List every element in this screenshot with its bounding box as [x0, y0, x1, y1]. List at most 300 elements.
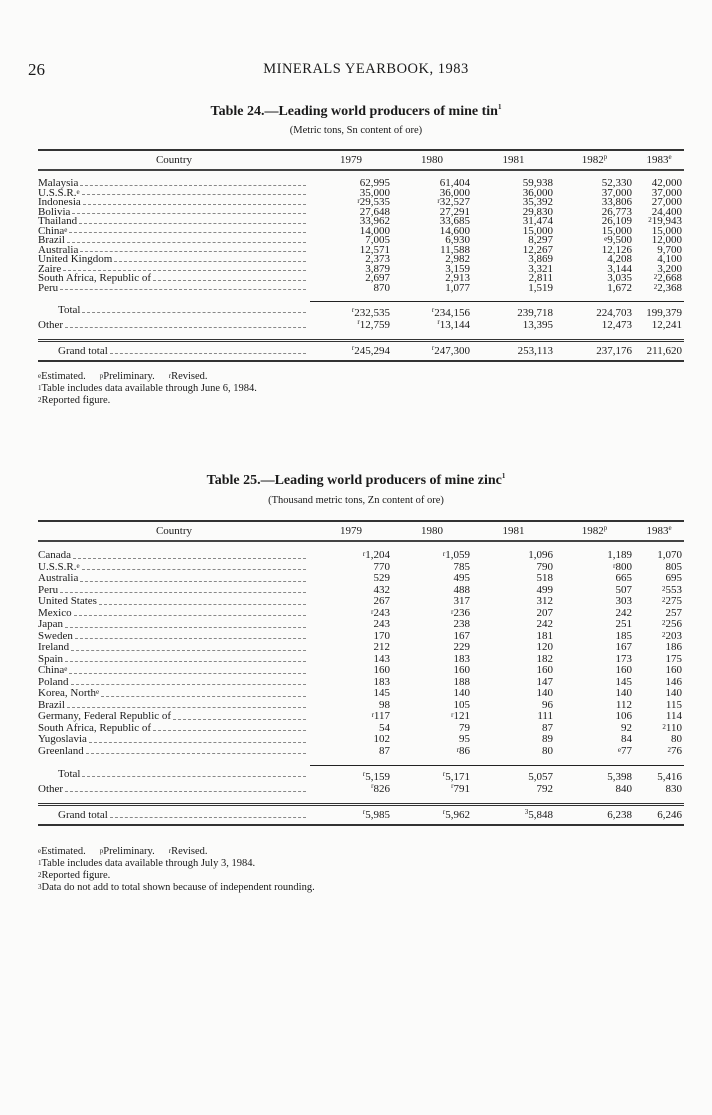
value: 29,535: [359, 196, 390, 208]
value-cell: [310, 783, 392, 795]
value: 1,077: [445, 281, 470, 294]
value: 15,000: [601, 224, 632, 237]
value: 2,368: [657, 281, 682, 294]
country-name: U.S.S.R.: [38, 560, 77, 573]
value: 36,000: [522, 186, 553, 199]
value: 42,000: [651, 177, 682, 189]
country-name: Spain: [38, 652, 64, 665]
table-row: [38, 723, 684, 735]
value: 1,672: [607, 281, 632, 294]
footnote-mark: r: [371, 711, 374, 719]
value: 4,208: [607, 253, 632, 265]
country-name: Mexico: [38, 606, 72, 619]
value: 26,109: [601, 215, 632, 227]
value: 267: [373, 595, 390, 607]
value: 120: [536, 641, 553, 653]
table-row: [38, 562, 684, 574]
country-name: Australia: [38, 572, 79, 584]
value: 140: [615, 687, 632, 699]
dot-leader: [80, 184, 306, 186]
value: 183: [373, 675, 390, 688]
table-row: [38, 284, 684, 294]
value-cell: [472, 805, 555, 825]
column-header: [555, 521, 634, 541]
value: 695: [665, 572, 682, 584]
country-name: Australia: [38, 243, 79, 256]
country-cell: [38, 341, 310, 361]
value: 15,000: [651, 224, 682, 237]
header-row: [38, 150, 684, 170]
footnote-mark: 1: [38, 859, 42, 867]
table-row: [38, 734, 684, 746]
country-name: Brazil: [38, 698, 65, 711]
value-cell: [392, 766, 472, 784]
value-cell: [634, 746, 684, 758]
column-label: 1979: [340, 154, 362, 166]
country-name: Total: [58, 304, 81, 317]
value: 188: [453, 675, 470, 688]
value-cell: [634, 766, 684, 784]
country-name: Ireland: [38, 641, 70, 653]
table24-subtitle: (Metric tons, Sn content of ore): [289, 125, 423, 136]
value: 785: [453, 560, 470, 573]
footnote-text: Revised.: [171, 846, 208, 857]
value: 247,300: [434, 344, 470, 357]
value: 826: [373, 783, 390, 795]
footnote-mark: e: [64, 225, 68, 234]
value-cell: [310, 766, 392, 784]
footnote: [38, 383, 257, 395]
value: 92: [621, 721, 632, 734]
value: 61,404: [439, 177, 470, 189]
country-cell: [38, 186, 310, 199]
table24-footnotes: [38, 371, 257, 407]
value: 488: [453, 583, 470, 596]
country-name: Korea, North: [38, 687, 97, 699]
value: 9,700: [657, 243, 682, 256]
country-cell: [38, 654, 310, 666]
dot-leader: [69, 231, 306, 233]
footnote-text: Estimated.: [41, 846, 86, 857]
footnote-mark: p: [603, 524, 608, 532]
country-name: Peru: [38, 583, 59, 596]
value: 830: [665, 783, 682, 795]
value-cell: [634, 341, 684, 361]
footnote-mark: 3: [524, 807, 529, 816]
value-cell: [555, 319, 634, 331]
value: 1,189: [607, 549, 632, 561]
footnote-mark: p: [99, 372, 104, 380]
value: 2,811: [528, 272, 553, 284]
footnote-text: Reported figure.: [41, 395, 111, 406]
value: 35,000: [359, 186, 390, 199]
value-cell: [392, 281, 472, 294]
column-header: [310, 521, 392, 541]
table-row: [38, 642, 684, 654]
value-cell: [472, 783, 555, 795]
footnote-mark: r: [451, 782, 454, 790]
footnote-mark: 2: [648, 216, 652, 224]
dot-leader: [110, 816, 306, 818]
value: 87: [379, 744, 390, 757]
country-name: U.S.S.R.: [38, 186, 77, 199]
column-header: [555, 150, 634, 170]
table-row: [38, 227, 684, 237]
country-cell: [38, 573, 310, 585]
value: 275: [665, 595, 682, 607]
footnote-mark: r: [431, 306, 435, 314]
value: 6,238: [607, 808, 632, 821]
country-cell: [38, 665, 310, 677]
dot-leader: [82, 775, 306, 777]
value: 242: [536, 618, 553, 630]
value: 117: [373, 710, 390, 722]
other-row: [38, 783, 684, 795]
column-header: [392, 150, 472, 170]
footnote-mark: 1: [38, 384, 42, 392]
country-name: United Kingdom: [38, 253, 113, 265]
value: 3,200: [657, 262, 682, 275]
value: 665: [615, 572, 632, 584]
value-cell: [555, 746, 634, 758]
country-cell: [38, 205, 310, 218]
value: 257: [665, 606, 682, 619]
value: 790: [536, 560, 553, 573]
value: 1,059: [445, 549, 470, 561]
value-cell: [392, 319, 472, 331]
value: 62,995: [359, 177, 390, 189]
value: 2,697: [365, 272, 390, 284]
footnote: [38, 858, 315, 870]
dot-leader: [73, 557, 306, 559]
country-cell: [38, 783, 310, 795]
dot-leader: [74, 614, 306, 616]
value: 13,144: [439, 319, 470, 331]
footnote-mark: e: [96, 688, 100, 696]
table-row: [38, 746, 684, 758]
value: 4,100: [657, 253, 682, 265]
value: 232,535: [354, 307, 390, 319]
column-header: [472, 521, 555, 541]
other-row: [38, 319, 684, 331]
value: 36,000: [439, 186, 470, 199]
value: 3,879: [365, 262, 390, 275]
dot-leader: [173, 718, 306, 720]
footnote-ref: 1: [501, 472, 506, 480]
value: 870: [373, 281, 390, 294]
footnote-mark: 2: [662, 619, 666, 627]
table25-title: [0, 473, 712, 489]
table-row: [38, 596, 684, 608]
footnote-mark: r: [442, 550, 446, 558]
table-row: [38, 608, 684, 620]
value-cell: [472, 319, 555, 331]
footnote-text: Estimated.: [41, 371, 86, 382]
footnote-mark: 2: [653, 273, 658, 281]
footnote-mark: r: [362, 807, 366, 816]
total-row: [38, 302, 684, 320]
country-name: Grand total: [58, 344, 108, 357]
value: 12,473: [601, 319, 632, 331]
footnote-mark: r: [371, 782, 374, 790]
country-cell: [38, 302, 310, 320]
value: 495: [453, 572, 470, 584]
value: 8,297: [528, 234, 553, 246]
footnote-mark: e: [76, 561, 80, 570]
footnote-mark: 2: [662, 722, 666, 731]
dot-leader: [82, 568, 306, 570]
value: 236: [453, 606, 470, 619]
country-cell: [38, 619, 310, 631]
value: 317: [453, 595, 470, 607]
value-cell: [472, 746, 555, 758]
value-cell: [310, 281, 392, 294]
table-row: [38, 585, 684, 597]
country-name: Other: [38, 319, 64, 331]
value: 33,962: [359, 215, 390, 227]
value-cell: [555, 783, 634, 795]
dot-leader: [89, 741, 306, 743]
footnote-mark: p: [603, 153, 608, 161]
value: 212: [373, 641, 390, 653]
country-name: Brazil: [38, 234, 65, 246]
table-row: [38, 619, 684, 631]
value: 145: [373, 687, 390, 699]
value: 1,204: [365, 549, 390, 561]
value: 115: [665, 698, 682, 711]
footnote-text: Table includes data available through June 6, 1984.: [41, 383, 257, 394]
table-row: [38, 246, 684, 256]
value: 27,291: [439, 205, 470, 218]
table25: [38, 520, 684, 826]
country-cell: [38, 224, 310, 237]
footnote-mark: e: [668, 524, 672, 532]
value: 35,392: [522, 196, 553, 208]
country-name: South Africa, Republic of: [38, 721, 152, 734]
value: 529: [373, 572, 390, 584]
value: 96: [542, 698, 553, 711]
value: 12,571: [359, 243, 390, 256]
value: 5,985: [365, 808, 390, 821]
value: 33,806: [601, 196, 632, 208]
value: 203: [665, 629, 682, 642]
table-row: [38, 255, 684, 265]
dot-leader: [114, 260, 306, 262]
dot-leader: [71, 649, 306, 651]
footnote-text: Revised.: [171, 371, 208, 382]
column-label: 1983: [646, 154, 669, 166]
value: 229: [453, 641, 470, 653]
country-name: Thailand: [38, 215, 78, 227]
value: 87: [542, 721, 553, 734]
dot-leader: [86, 752, 306, 754]
dot-leader: [101, 695, 306, 697]
dot-leader: [80, 580, 306, 582]
value: 54: [379, 721, 390, 734]
value: 121: [453, 710, 470, 722]
footnote-text: Table includes data available through July 3, 1984.: [41, 858, 256, 869]
column-header: [310, 150, 392, 170]
value: 507: [615, 583, 632, 596]
value: 312: [536, 595, 553, 607]
column-label: 1980: [421, 525, 443, 537]
value: 52,330: [601, 177, 632, 189]
footnote-mark: r: [451, 607, 454, 616]
value: 499: [536, 583, 553, 596]
value: 242: [615, 606, 632, 619]
footnote-mark: r: [168, 372, 172, 380]
country-name: Malaysia: [38, 177, 79, 189]
value: 432: [373, 583, 390, 596]
table24-title-text: Table 24.—Leading world producers of mine tin: [210, 104, 498, 119]
footnote-mark: 2: [662, 584, 666, 593]
value: 2,373: [365, 253, 390, 265]
dot-leader: [65, 326, 306, 328]
dot-leader: [110, 352, 306, 354]
value: 186: [665, 641, 682, 653]
value-cell: [634, 281, 684, 294]
country-cell: [38, 631, 310, 643]
value: 5,848: [528, 808, 553, 821]
value: 80: [671, 733, 682, 745]
value-cell: [392, 805, 472, 825]
value-cell: [472, 341, 555, 361]
country-cell: [38, 734, 310, 746]
dot-leader: [60, 591, 306, 593]
value: 791: [453, 783, 470, 795]
footnote-mark: 2: [38, 871, 42, 879]
value: 12,000: [651, 234, 682, 246]
value: 2,668: [657, 272, 682, 284]
dot-leader: [82, 193, 306, 195]
column-label: 1982: [581, 154, 604, 166]
footnote-text: Preliminary.: [103, 846, 155, 857]
country-name: Germany, Federal Republic of: [38, 710, 172, 722]
value: 303: [615, 595, 632, 607]
value: 245,294: [354, 344, 390, 357]
value: 253,113: [517, 344, 553, 357]
footnote-mark: r: [451, 711, 454, 719]
footnote-mark: 2: [662, 630, 666, 639]
value-cell: [392, 783, 472, 795]
value: 207: [536, 606, 553, 619]
value: 160: [373, 664, 390, 676]
table-row: [38, 274, 684, 284]
column-label: Country: [155, 525, 193, 537]
value: 770: [373, 560, 390, 573]
value: 27,648: [359, 205, 390, 218]
value-cell: [472, 281, 555, 294]
dot-leader: [60, 288, 306, 290]
value: 5,159: [365, 771, 390, 783]
dot-leader: [82, 311, 306, 313]
dot-leader: [99, 603, 306, 605]
value: 6,930: [445, 234, 470, 246]
value: 1,096: [528, 549, 553, 561]
value: 1,070: [657, 549, 682, 561]
value: 3,869: [528, 253, 553, 265]
value: 143: [373, 652, 390, 665]
country-cell: [38, 255, 310, 265]
footnote: [38, 395, 257, 407]
country-name: Total: [58, 768, 81, 781]
column-label: Country: [155, 154, 193, 166]
value: 98: [379, 698, 390, 711]
value: 110: [665, 721, 682, 734]
grand-total-row: [38, 341, 684, 361]
value-cell: [472, 302, 555, 320]
value: 167: [453, 629, 470, 642]
country-cell: [38, 198, 310, 208]
country-cell: [38, 805, 310, 825]
running-head: MINERALS YEARBOOK, 1983: [263, 61, 469, 77]
value-cell: [392, 746, 472, 758]
country-name: Bolivia: [38, 205, 71, 218]
footnote-mark: 2: [662, 596, 666, 604]
value: 106: [615, 710, 632, 722]
value: 160: [536, 664, 553, 676]
value-cell: [310, 746, 392, 758]
footnote-mark: 3: [38, 883, 42, 891]
value: 26,773: [601, 205, 632, 218]
value: 95: [459, 733, 470, 745]
value-cell: [634, 319, 684, 331]
country-cell: [38, 688, 310, 700]
column-label: 1981: [502, 525, 525, 537]
value: 147: [536, 675, 553, 688]
total-row: [38, 766, 684, 784]
country-name: Greenland: [38, 744, 84, 757]
value: 12,126: [601, 243, 632, 256]
footnote-mark: e: [64, 665, 68, 673]
dot-leader: [65, 790, 306, 792]
value-cell: [634, 805, 684, 825]
value-cell: [310, 805, 392, 825]
column-header: [392, 521, 472, 541]
value: 840: [615, 783, 632, 795]
value: 160: [665, 664, 682, 676]
footnote-mark: 2: [667, 745, 671, 754]
value: 5,962: [445, 808, 470, 821]
footnote-mark: r: [442, 770, 446, 778]
value: 105: [453, 698, 470, 711]
value: 12,759: [359, 319, 390, 331]
footnote-mark: e: [38, 372, 42, 380]
footnote-mark: r: [371, 607, 374, 616]
dot-leader: [69, 672, 306, 674]
value: 173: [615, 652, 632, 665]
value: 14,000: [359, 224, 390, 237]
dot-leader: [67, 706, 306, 708]
footnote-mark: r: [431, 343, 435, 352]
footnote-text: Preliminary.: [103, 371, 155, 382]
value: 79: [459, 721, 470, 734]
country-name: Canada: [38, 549, 71, 561]
value-cell: [634, 302, 684, 320]
column-header: [38, 150, 310, 170]
value: 1,519: [528, 281, 553, 294]
value: 239,718: [517, 307, 553, 319]
value: 146: [665, 675, 682, 688]
value: 3,144: [607, 262, 632, 275]
table25-footnotes: [38, 846, 315, 894]
value: 76: [671, 744, 682, 757]
dot-leader: [83, 203, 306, 205]
country-cell: [38, 608, 310, 620]
country-cell: [38, 711, 310, 723]
dot-leader: [79, 222, 306, 224]
country-name: China: [38, 664, 65, 676]
